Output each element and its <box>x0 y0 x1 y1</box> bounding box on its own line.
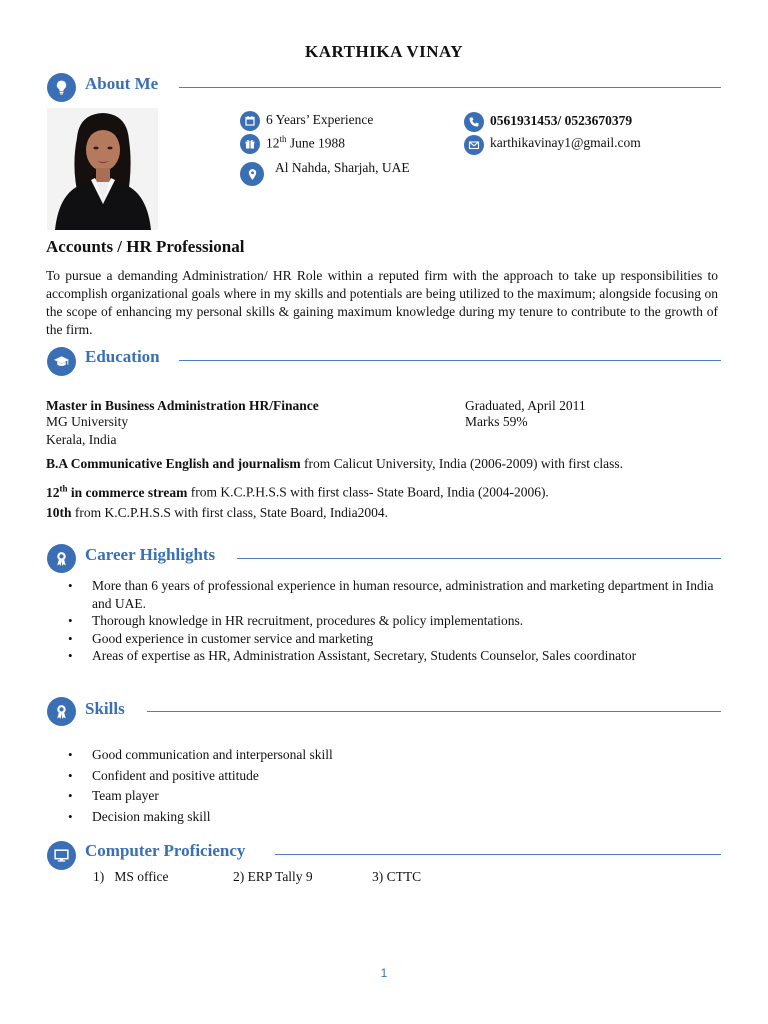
section-divider <box>147 711 721 712</box>
career-objective: To pursue a demanding Administration/ HR Role within a reputed firm with the approach to take up responsibilities to accomplish organizational goals where in my skills and potentials are being utilized to the maximum; alongside focusing on the scope of enhancing my personal skills & gaining maximum knowledge during my tenure to contribute to the growth of the firm. <box>46 268 718 337</box>
section-title-computer: Computer Proficiency <box>85 841 246 860</box>
section-title-education: Education <box>85 347 160 366</box>
section-divider <box>275 854 721 855</box>
calendar-icon <box>240 111 260 131</box>
section-divider <box>179 360 721 361</box>
skills-list <box>46 745 726 827</box>
section-title-skills: Skills <box>85 699 125 718</box>
mba-marks: Marks 59% <box>465 414 528 429</box>
profile-photo <box>47 108 158 230</box>
envelope-icon <box>464 135 484 155</box>
map-pin-icon <box>240 162 264 186</box>
career-highlights-list <box>46 577 726 665</box>
tenth-title: 10th <box>46 505 72 520</box>
list-item: • Decision making skill <box>46 807 726 828</box>
page-number: 1 <box>380 966 388 980</box>
gift-icon <box>240 134 260 154</box>
list-item: • Team player <box>46 786 726 807</box>
ba-degree <box>46 455 623 473</box>
mba-location: Kerala, India <box>46 432 117 447</box>
phone-numbers: 0561931453/ 0523670379 <box>490 113 633 128</box>
resume-name: KARTHIKA VINAY <box>304 42 464 61</box>
section-divider <box>179 87 721 88</box>
mba-university: MG University <box>46 414 129 429</box>
twelfth-education <box>46 479 549 502</box>
monitor-icon <box>47 841 76 870</box>
ba-degree-title: B.A Communicative English and journalism <box>46 456 301 471</box>
section-title-about: About Me <box>85 74 159 93</box>
mba-degree: Master in Business Administration HR/Finance <box>46 398 319 413</box>
list-item: • Good experience in customer service and marketing <box>46 630 726 648</box>
computer-skill-3: 3) CTTC <box>372 869 422 884</box>
graduation-cap-icon <box>47 347 76 376</box>
ba-degree-details: from Calicut University, India (2006-2009) with first class. <box>300 456 623 471</box>
list-item: • Good communication and interpersonal skill <box>46 745 726 766</box>
list-item: • Thorough knowledge in HR recruitment, procedures & policy implementations. <box>46 612 726 630</box>
list-item: • Areas of expertise as HR, Administration Assistant, Secretary, Students Counselor, Sales coordinator <box>46 647 726 665</box>
dob-day: 12 <box>266 135 280 151</box>
award-ribbon-icon <box>47 544 76 573</box>
twelfth-number: 12 <box>46 484 60 500</box>
email-text: karthikavinay1@gmail.com <box>490 135 641 150</box>
dob-rest: June 1988 <box>286 135 346 151</box>
section-title-career: Career Highlights <box>85 545 216 564</box>
professional-title: Accounts / HR Professional <box>46 237 245 256</box>
twelfth-stream: in commerce stream <box>67 484 188 500</box>
phone-icon <box>464 112 484 132</box>
tenth-education <box>46 504 388 522</box>
location-text: Al Nahda, Sharjah, UAE <box>275 160 410 175</box>
section-divider <box>237 558 721 559</box>
experience-text: 6 Years’ Experience <box>266 112 374 127</box>
tenth-details: from K.C.P.H.S.S with first class, State Board, India2004. <box>71 505 389 520</box>
award-ribbon-icon <box>47 697 76 726</box>
dob-suffix: th <box>279 134 287 144</box>
list-item: • More than 6 years of professional experience in human resource, administration and marketing department in India and UAE. <box>46 577 726 612</box>
date-of-birth <box>266 134 345 152</box>
list-item: • Confident and positive attitude <box>46 766 726 787</box>
mba-graduation-date: Graduated, April 2011 <box>465 398 586 413</box>
twelfth-details: from K.C.P.H.S.S with first class- State Board, India (2004-2006). <box>187 484 549 500</box>
twelfth-suffix: th <box>59 483 68 493</box>
computer-skill-1: 1) MS office <box>93 869 169 884</box>
lightbulb-icon <box>47 73 76 102</box>
computer-skill-2: 2) ERP Tally 9 <box>233 869 313 884</box>
